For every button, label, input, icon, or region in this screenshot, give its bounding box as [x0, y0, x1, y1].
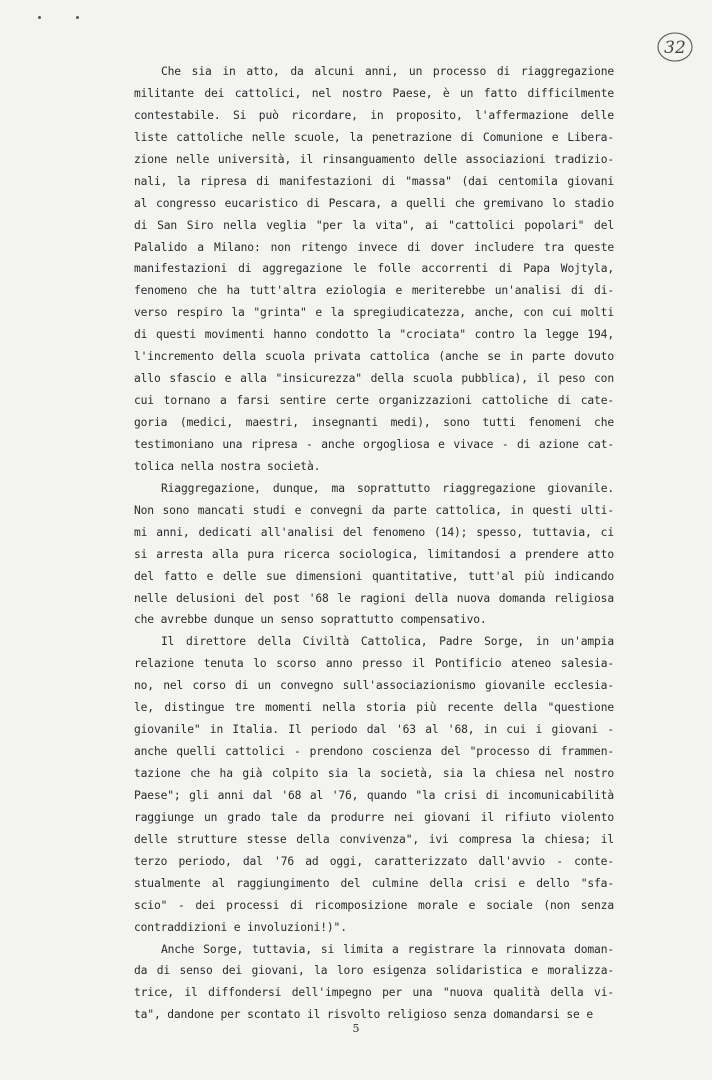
text-run: al congresso eucaristico di Pescara, a quelli che gremivano lo stadio	[134, 196, 614, 210]
underlined-emphasis: tazione	[134, 767, 181, 780]
text-run: raggiunge un grado tale da produrre nei giovani il	[134, 810, 505, 824]
text-run: giovanile" in Italia. Il periodo dal '63 al '68, in cui i giovani -	[134, 723, 614, 737]
paragraph	[134, 939, 614, 1027]
text-run: relazione tenuta lo scorso anno presso il Pontificio ateneo salesia-	[134, 657, 614, 671]
text-line	[134, 171, 614, 193]
paragraph	[134, 478, 614, 632]
page-stamp-number: 32	[664, 38, 686, 58]
body-text	[134, 61, 614, 1026]
text-run: Anche Sorge, tuttavia, si limita a registrare la rinnovata doman-	[161, 942, 614, 956]
text-run: mi anni, dedicati all'analisi del fenomeno (14); spesso, tuttavia, ci	[134, 525, 614, 539]
underlined-emphasis: se	[566, 1008, 580, 1022]
text-line	[134, 851, 614, 873]
text-run: che ha già colpito sia la società, sia la chiesa nel nostro	[180, 767, 614, 780]
text-run: Riaggregazione, dunque, ma soprattutto riaggregazione	[161, 481, 548, 495]
text-line	[134, 215, 614, 237]
text-line	[134, 434, 614, 456]
text-run: no, nel corso di un convegno sull'associazionismo giovanile ecclesia-	[134, 679, 614, 693]
text-run: le, distingue tre momenti nella storia più recente della "questione	[134, 701, 614, 715]
text-line	[134, 895, 614, 917]
paragraph	[134, 61, 614, 478]
text-run: che avrebbe dunque un senso soprattutto	[134, 613, 401, 627]
text-run: nelle delusioni del post '68 le ragioni della nuova domanda religiosa	[134, 591, 614, 605]
text-run: stualmente al raggiungimento del culmine della crisi e dello "sfa-	[134, 876, 614, 890]
text-run: cui tornano a farsi sentire certe organizzazioni cattoliche di cate-	[134, 394, 614, 408]
text-line	[134, 719, 614, 741]
text-run: liste cattoliche nelle scuole, la penetrazione di Comunione e Libera-	[134, 130, 614, 144]
text-run: senza domandarsi	[446, 1008, 567, 1022]
text-line	[134, 149, 614, 171]
text-line	[134, 127, 614, 149]
text-line	[134, 960, 614, 982]
text-line	[134, 697, 614, 719]
text-line	[134, 741, 614, 763]
text-line	[134, 237, 614, 259]
text-run: militante dei cattolici, nel nostro Paese, è un fatto difficilmente	[134, 86, 614, 100]
text-run: terzo periodo, dal '76 ad oggi, caratterizzato dall'avvio - conte-	[134, 854, 614, 868]
text-line	[134, 368, 614, 390]
text-run: Il direttore della Civiltà Cattolica, Padre Sorge, in un'ampia	[161, 635, 614, 649]
text-run: le folle accorrenti di Papa Wojtyla,	[342, 262, 614, 276]
text-line	[134, 412, 614, 434]
text-run: del fatto e delle sue dimensioni quantitative, tutt'al più indicando	[134, 569, 614, 583]
text-run: e	[579, 1008, 593, 1022]
text-run: si arresta alla pura ricerca sociologica, limitandosi a prendere atto	[134, 547, 614, 561]
underlined-emphasis: compensativo.	[400, 613, 487, 627]
text-run: scio" - dei processi di ricomposizione morale e sociale (non senza	[134, 898, 614, 912]
underlined-emphasis: manifestazioni di aggregazione	[134, 262, 343, 276]
page-number: 5	[352, 1022, 360, 1035]
text-line	[134, 785, 614, 807]
text-run: ta", dandone per scontato il risvolto	[134, 1008, 387, 1022]
underlined-emphasis: azione cat-	[538, 437, 614, 451]
text-line	[134, 83, 614, 105]
underlined-emphasis: frammen-	[560, 745, 614, 759]
text-run: anche quelli cattolici - prendono coscienza del "processo di	[134, 745, 561, 759]
text-line	[134, 280, 614, 302]
text-run: trice, il diffondersi dell'impegno per una "nuova qualità della vi-	[134, 986, 614, 1000]
text-line	[134, 631, 614, 653]
text-run: contestabile. Si può ricordare, in proposito, l'affermazione delle	[134, 108, 614, 122]
text-run: contraddizioni e involuzioni!)".	[134, 920, 347, 934]
text-run: delle strutture stesse della convivenza", ivi compresa la chiesa; il	[134, 832, 614, 846]
text-line	[134, 829, 614, 851]
text-line	[134, 609, 614, 631]
text-line	[134, 566, 614, 588]
text-run: allo sfascio e alla "insicurezza" della scuola pubblica), il peso con	[134, 372, 614, 386]
text-line	[134, 324, 614, 346]
text-line	[134, 456, 614, 478]
text-run: Paese"; gli anni dal '68 al '76, quando "la crisi di incomunicabilità	[134, 788, 614, 802]
text-run: verso respiro la "grinta" e la spregiudicatezza, anche, con cui molti	[134, 306, 614, 320]
text-run: zione nelle università, il rinsanguamento delle associazioni tradizio-	[134, 152, 614, 166]
text-line	[134, 258, 614, 280]
text-run: testimoniano una ripresa - anche orgogliosa e vivace - di	[134, 437, 539, 451]
text-run: Che sia in atto, da alcuni anni, un processo di riaggregazione	[161, 65, 614, 78]
text-line	[134, 939, 614, 961]
text-line	[134, 478, 614, 500]
text-line	[134, 917, 614, 939]
text-line	[134, 653, 614, 675]
text-line	[134, 982, 614, 1004]
text-line	[134, 675, 614, 697]
text-line	[134, 346, 614, 368]
text-line	[134, 807, 614, 829]
text-run: goria (medici, maestri, insegnanti medi), sono tutti fenomeni che	[134, 416, 614, 429]
text-run: l'incremento della scuola privata cattolica (anche se in parte dovuto	[134, 350, 614, 364]
text-run: nella nostra società.	[173, 459, 321, 473]
scan-mark-dot	[76, 16, 79, 19]
text-run: violento	[550, 810, 614, 824]
text-run: nali, la ripresa di manifestazioni di "massa" (dai centomila giovani	[134, 174, 614, 188]
text-line	[134, 544, 614, 566]
text-run: di questi movimenti hanno condotto la "crociata" contro la legge 194,	[134, 328, 614, 342]
underlined-emphasis: giovanile.	[547, 481, 614, 495]
text-line	[134, 105, 614, 127]
text-line	[134, 873, 614, 895]
text-line	[134, 763, 614, 785]
text-line	[134, 588, 614, 610]
text-line	[134, 61, 614, 83]
text-line	[134, 390, 614, 412]
handwritten-page-stamp-icon	[655, 30, 695, 64]
text-run: di San Siro nella veglia "per la vita", ai "cattolici popolari" del	[134, 218, 614, 232]
underlined-emphasis: rifiuto	[504, 810, 551, 824]
text-run: da di senso dei giovani, la loro esigenza solidaristica e moralizza-	[134, 964, 614, 978]
paragraph	[134, 631, 614, 938]
text-run: Non sono mancati studi e convegni da parte cattolica, in questi ulti-	[134, 503, 614, 517]
underlined-emphasis: religioso	[386, 1008, 447, 1022]
text-line	[134, 500, 614, 522]
text-line	[134, 522, 614, 544]
scan-mark-dot	[38, 16, 41, 19]
underlined-emphasis: tolica	[134, 459, 174, 473]
text-run: fenomeno che ha tutt'altra eziologia e meriterebbe un'analisi di di-	[134, 284, 614, 298]
text-line	[134, 193, 614, 215]
text-run: Palalido a Milano: non ritengo invece di dover includere tra queste	[134, 240, 614, 254]
text-line	[134, 302, 614, 324]
